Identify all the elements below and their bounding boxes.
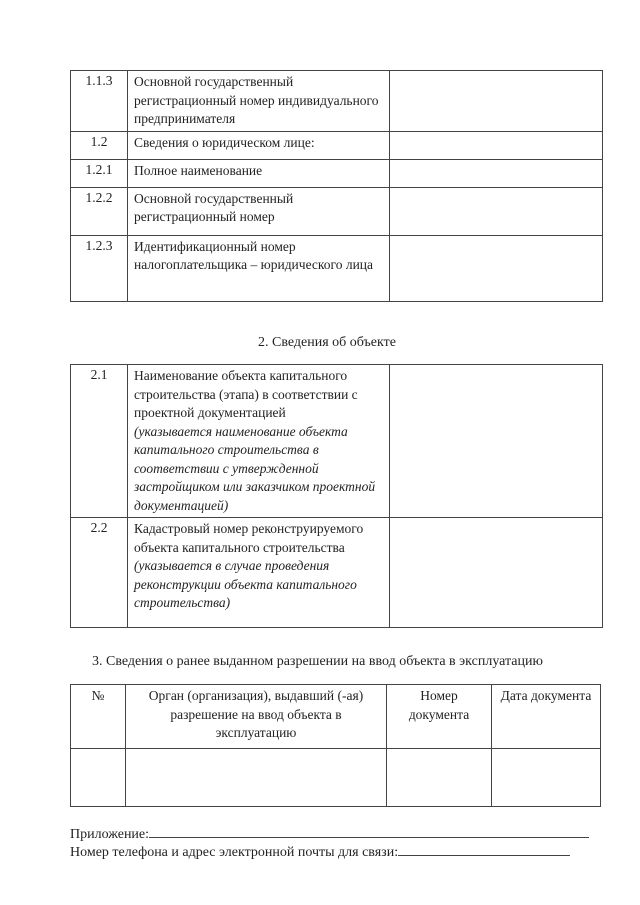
row-value-field[interactable] xyxy=(390,159,603,187)
cell-authority[interactable] xyxy=(126,749,387,807)
row-number: 1.2.1 xyxy=(71,159,128,187)
column-header-number: № xyxy=(71,685,126,749)
section2-heading: 2. Сведения об объекте xyxy=(258,335,396,350)
row-value-field[interactable] xyxy=(390,187,603,235)
row-number: 1.1.3 xyxy=(71,71,128,132)
row-label: Основной государственный регистрационный номер xyxy=(128,187,390,235)
contact-field[interactable] xyxy=(398,842,570,856)
cell-doc-number[interactable] xyxy=(387,749,492,807)
row-label: Полное наименование xyxy=(128,159,390,187)
attachment-line xyxy=(70,824,589,843)
row-number: 2.1 xyxy=(71,365,128,518)
object-table xyxy=(70,364,603,628)
section3-heading: 3. Сведения о ранее выданном разрешении на ввод объекта в эксплуатацию xyxy=(92,654,543,669)
row-label: Основной государственный регистрационный номер индивидуального предпринимателя xyxy=(128,71,390,132)
row-label: Наименование объекта капитального строительства (этапа) в соответствии с проектной документацией xyxy=(134,368,358,420)
row-number: 1.2.3 xyxy=(71,235,128,301)
column-header-doc-number: Номер документа xyxy=(387,685,492,749)
row-value-field[interactable] xyxy=(390,518,603,628)
attachment-label: Приложение: xyxy=(70,827,150,842)
cell-number[interactable] xyxy=(71,749,126,807)
row-label: Кадастровый номер реконструируемого объекта капитального строительства xyxy=(134,521,364,555)
row-number: 1.2.2 xyxy=(71,187,128,235)
row-note: (указывается наименование объекта капитального строительства в соответствии с утвержденной застройщиком или заказчиком проектной документацией) xyxy=(134,423,376,513)
contact-line xyxy=(70,842,570,861)
row-value-field[interactable] xyxy=(390,235,603,301)
row-value-field[interactable] xyxy=(390,131,603,159)
table-row xyxy=(71,749,601,807)
cell-doc-date[interactable] xyxy=(492,749,601,807)
permit-table xyxy=(70,684,601,807)
row-value-field[interactable] xyxy=(390,71,603,132)
row-label: Идентификационный номер налогоплательщика – юридического лица xyxy=(128,235,390,301)
row-number: 2.2 xyxy=(71,518,128,628)
row-note: (указывается в случае проведения реконструкции объекта капитального строительства) xyxy=(134,558,357,610)
row-number: 1.2 xyxy=(71,131,128,159)
row-value-field[interactable] xyxy=(390,365,603,518)
contact-label: Номер телефона и адрес электронной почты для связи: xyxy=(70,845,399,860)
column-header-doc-date: Дата документа xyxy=(492,685,601,749)
applicant-table xyxy=(70,70,603,302)
row-label: Сведения о юридическом лице: xyxy=(128,131,390,159)
attachment-field[interactable] xyxy=(149,824,589,838)
column-header-authority: Орган (организация), выдавший (-ая) разрешение на ввод объекта в эксплуатацию xyxy=(126,685,387,749)
